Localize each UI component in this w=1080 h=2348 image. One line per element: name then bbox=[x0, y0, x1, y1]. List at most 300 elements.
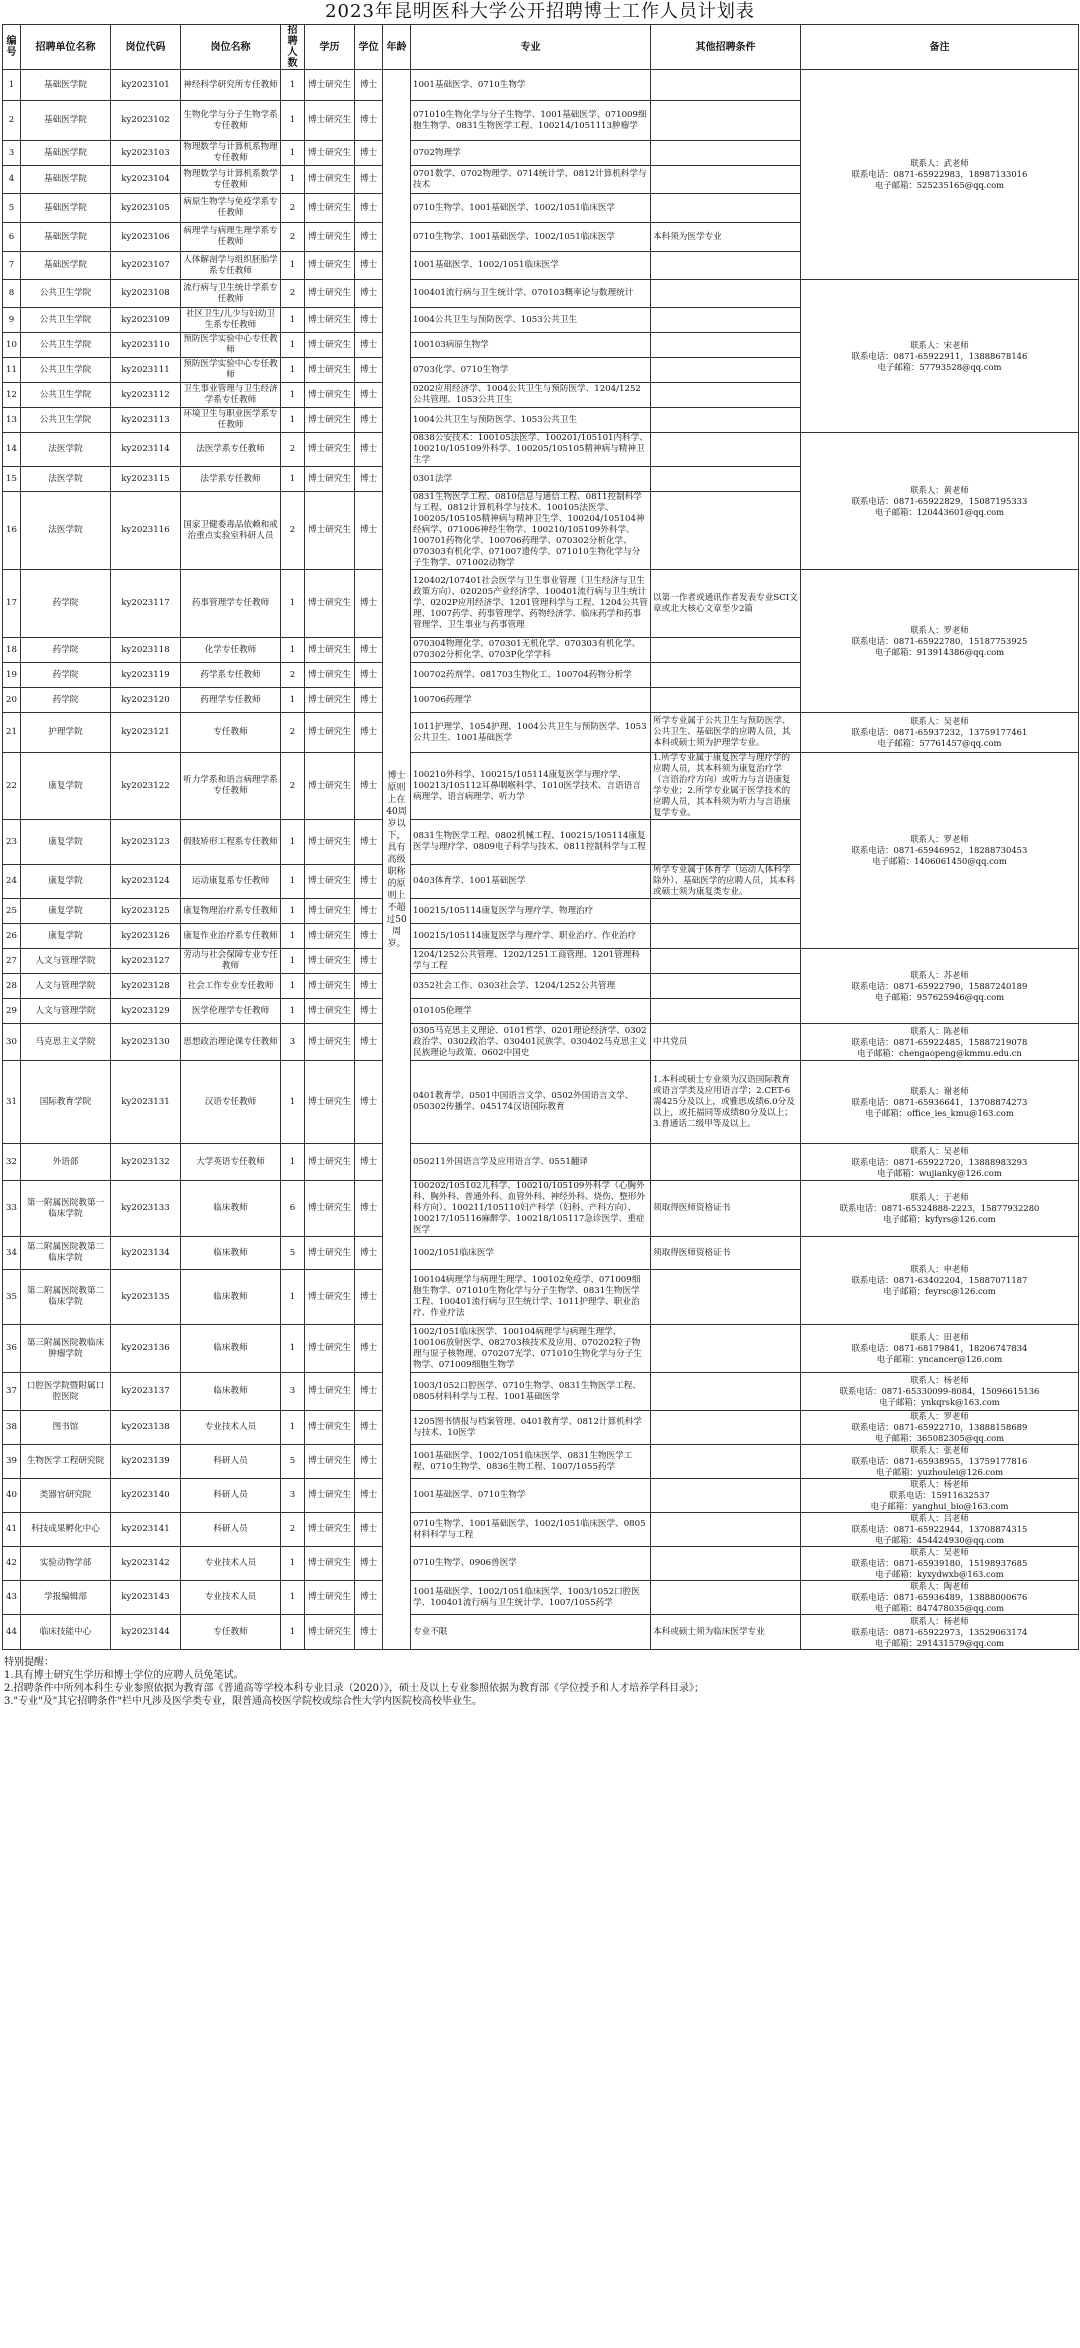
cell-post: 汉语专任教师 bbox=[181, 1061, 281, 1144]
cell-edu: 博士研究生 bbox=[305, 1237, 355, 1270]
cell-degree: 博士 bbox=[355, 252, 383, 280]
cell-no: 9 bbox=[3, 308, 21, 333]
cell-major: 010105伦理学 bbox=[411, 999, 651, 1024]
cell-num: 1 bbox=[281, 166, 305, 194]
cell-edu: 博士研究生 bbox=[305, 713, 355, 753]
cell-degree: 博士 bbox=[355, 1479, 383, 1513]
cell-edu: 博士研究生 bbox=[305, 999, 355, 1024]
contact-name: 联系人：杨老师 bbox=[910, 1615, 969, 1626]
cell-unit: 药学院 bbox=[21, 663, 111, 688]
header-edu: 学历 bbox=[305, 25, 355, 70]
cell-code: ky2023104 bbox=[111, 166, 181, 194]
cell-num: 1 bbox=[281, 467, 305, 492]
cell-code: ky2023126 bbox=[111, 924, 181, 949]
cell-no: 35 bbox=[3, 1270, 21, 1325]
cell-other bbox=[651, 101, 801, 141]
table-row bbox=[3, 1373, 1079, 1411]
cell-num: 1 bbox=[281, 1615, 305, 1650]
cell-post: 劳动与社会保障专业专任教师 bbox=[181, 949, 281, 974]
cell-other bbox=[651, 141, 801, 166]
cell-unit: 图书馆 bbox=[21, 1411, 111, 1445]
cell-other bbox=[651, 1445, 801, 1479]
cell-edu: 博士研究生 bbox=[305, 820, 355, 865]
cell-unit: 基础医学院 bbox=[21, 252, 111, 280]
cell-degree: 博士 bbox=[355, 1237, 383, 1270]
cell-contact bbox=[801, 1581, 1079, 1615]
cell-degree: 博士 bbox=[355, 383, 383, 408]
cell-other: 1.本科或硕士专业须为汉语国际教育或语言学类及应用语言学；2.CET-6需425分及以上，或雅思成绩6.0分及以上，或托福同等成绩80分及以上；3.普通话二级甲等及以上。 bbox=[651, 1061, 801, 1144]
cell-degree: 博士 bbox=[355, 688, 383, 713]
cell-other bbox=[651, 924, 801, 949]
cell-no: 33 bbox=[3, 1181, 21, 1237]
cell-major: 0831生物医学工程、0802机械工程、100215/105114康复医学与理疗学、0809电子科学与技术、0811控制科学与工程 bbox=[411, 820, 651, 865]
contact-phone: 联系电话：0871-63402204，15887071187 bbox=[851, 1275, 1028, 1285]
cell-unit: 第三附属医院教临床肿瘤学院 bbox=[21, 1325, 111, 1373]
cell-major: 0710生物学、1001基础医学、1002/1051临床医学 bbox=[411, 223, 651, 252]
cell-edu: 博士研究生 bbox=[305, 1479, 355, 1513]
contact-phone: 联系电话：0871-65939180，15198937685 bbox=[851, 1558, 1028, 1568]
cell-num: 1 bbox=[281, 141, 305, 166]
contact-email: 电子邮箱：957625946@qq.com bbox=[874, 991, 1005, 1002]
cell-post: 专任教师 bbox=[181, 1615, 281, 1650]
contact-name: 联系人：罗老师 bbox=[910, 1411, 969, 1421]
cell-post: 生物化学与分子生物学系专任教师 bbox=[181, 101, 281, 141]
cell-edu: 博士研究生 bbox=[305, 166, 355, 194]
cell-degree: 博士 bbox=[355, 1181, 383, 1237]
cell-no: 6 bbox=[3, 223, 21, 252]
cell-unit: 第二附属医院教第二临床学院 bbox=[21, 1237, 111, 1270]
contact-name: 联系人：杨老师 bbox=[910, 1375, 969, 1385]
cell-edu: 博士研究生 bbox=[305, 949, 355, 974]
cell-degree: 博士 bbox=[355, 1270, 383, 1325]
cell-no: 37 bbox=[3, 1373, 21, 1411]
header-remark: 备注 bbox=[801, 25, 1079, 70]
cell-degree: 博士 bbox=[355, 1144, 383, 1181]
cell-major: 120402/107401社会医学与卫生事业管理（卫生经济与卫生政策方向）、020205产业经济学、100401流行病与卫生统计学、0202P应用经济学、1201管理科学与工程、1204公共管理、1007药学、药事管理学、药物经济学、临床药学和药事管理学、卫生事业与药事管理 bbox=[411, 570, 651, 638]
cell-other bbox=[651, 1373, 801, 1411]
cell-no: 27 bbox=[3, 949, 21, 974]
cell-major: 1004公共卫生与预防医学、1053公共卫生 bbox=[411, 308, 651, 333]
cell-num: 1 bbox=[281, 408, 305, 433]
cell-other bbox=[651, 974, 801, 999]
contact-phone: 联系电话：0871-65922720，13888983293 bbox=[851, 1156, 1028, 1167]
cell-post: 康复物理治疗系专任教师 bbox=[181, 899, 281, 924]
cell-num: 1 bbox=[281, 1325, 305, 1373]
cell-degree: 博士 bbox=[355, 166, 383, 194]
note-2: 2.招聘条件中所列本科生专业参照依据为教育部《普通高等学校本科专业目录（2020）》，硕士及以上专业参照依据为教育部《学位授予和人才培养学科目录》； bbox=[4, 1683, 704, 1694]
cell-unit: 基础医学院 bbox=[21, 101, 111, 141]
cell-post: 药事管理学专任教师 bbox=[181, 570, 281, 638]
contact-name: 联系人：宋老师 bbox=[910, 339, 969, 350]
cell-no: 44 bbox=[3, 1615, 21, 1650]
cell-contact bbox=[801, 1513, 1079, 1547]
cell-no: 5 bbox=[3, 194, 21, 223]
cell-num: 2 bbox=[281, 223, 305, 252]
cell-contact bbox=[801, 1547, 1079, 1581]
cell-no: 25 bbox=[3, 899, 21, 924]
cell-edu: 博士研究生 bbox=[305, 924, 355, 949]
cell-code: ky2023139 bbox=[111, 1445, 181, 1479]
cell-major: 1001基础医学、1002/1051临床医学、1003/1052口腔医学、100401流行病与卫生统计学、1007/1055药学 bbox=[411, 1581, 651, 1615]
contact-phone: 联系电话：0871-65922710，13888158689 bbox=[851, 1422, 1028, 1432]
cell-other bbox=[651, 1144, 801, 1181]
cell-edu: 博士研究生 bbox=[305, 899, 355, 924]
cell-code: ky2023112 bbox=[111, 383, 181, 408]
cell-code: ky2023143 bbox=[111, 1581, 181, 1615]
contact-phone: 联系电话：0871-65937232，13759177461 bbox=[851, 727, 1028, 737]
cell-other bbox=[651, 1270, 801, 1325]
cell-num: 1 bbox=[281, 1547, 305, 1581]
cell-edu: 博士研究生 bbox=[305, 1411, 355, 1445]
cell-degree: 博士 bbox=[355, 1581, 383, 1615]
page-title: 2023年昆明医科大学公开招聘博士工作人员计划表 bbox=[325, 1, 755, 22]
cell-no: 13 bbox=[3, 408, 21, 433]
cell-edu: 博士研究生 bbox=[305, 408, 355, 433]
cell-post: 化学专任教师 bbox=[181, 638, 281, 663]
cell-other bbox=[651, 383, 801, 408]
cell-degree: 博士 bbox=[355, 899, 383, 924]
cell-major: 0305马克思主义理论、0101哲学、0201理论经济学、0302政治学、0302政治学、030401民族学、030402马克思主义民族理论与政策、0602中国史 bbox=[411, 1024, 651, 1061]
cell-code: ky2023130 bbox=[111, 1024, 181, 1061]
cell-edu: 博士研究生 bbox=[305, 467, 355, 492]
cell-contact bbox=[801, 1237, 1079, 1325]
cell-code: ky2023129 bbox=[111, 999, 181, 1024]
header-major: 专业 bbox=[411, 25, 651, 70]
contact-phone: 联系电话：0871-65922790，15887240189 bbox=[851, 980, 1028, 991]
cell-code: ky2023128 bbox=[111, 974, 181, 999]
cell-code: ky2023138 bbox=[111, 1411, 181, 1445]
cell-major: 100702药剂学、081703生物化工、100704药物分析学 bbox=[411, 663, 651, 688]
cell-degree: 博士 bbox=[355, 333, 383, 358]
contact-email: 电子邮箱：847478035@qq.com bbox=[874, 1603, 1005, 1613]
cell-num: 1 bbox=[281, 924, 305, 949]
cell-other bbox=[651, 492, 801, 570]
cell-edu: 博士研究生 bbox=[305, 1181, 355, 1237]
cell-unit: 临床技能中心 bbox=[21, 1615, 111, 1650]
cell-unit: 康复学院 bbox=[21, 865, 111, 899]
cell-num: 5 bbox=[281, 1445, 305, 1479]
cell-code: ky2023107 bbox=[111, 252, 181, 280]
cell-degree: 博士 bbox=[355, 1411, 383, 1445]
table-row bbox=[3, 433, 1079, 467]
cell-num: 1 bbox=[281, 865, 305, 899]
cell-degree: 博士 bbox=[355, 638, 383, 663]
cell-other: 本科或硕士须为临床医学专业 bbox=[651, 1615, 801, 1650]
cell-other bbox=[651, 1325, 801, 1373]
cell-no: 23 bbox=[3, 820, 21, 865]
cell-edu: 博士研究生 bbox=[305, 358, 355, 383]
cell-other bbox=[651, 949, 801, 974]
cell-num: 1 bbox=[281, 999, 305, 1024]
cell-degree: 博士 bbox=[355, 1024, 383, 1061]
cell-post: 环境卫生与职业医学系专任教师 bbox=[181, 408, 281, 433]
cell-major: 0401教育学、0501中国语言文学、0502外国语言文学、050302传播学、045174汉语国际教育 bbox=[411, 1061, 651, 1144]
cell-code: ky2023102 bbox=[111, 101, 181, 141]
cell-no: 18 bbox=[3, 638, 21, 663]
cell-other bbox=[651, 899, 801, 924]
cell-other bbox=[651, 820, 801, 865]
cell-edu: 博士研究生 bbox=[305, 1615, 355, 1650]
cell-num: 1 bbox=[281, 974, 305, 999]
special-notes bbox=[4, 1656, 1080, 1708]
cell-code: ky2023134 bbox=[111, 1237, 181, 1270]
cell-contact bbox=[801, 1445, 1079, 1479]
cell-no: 40 bbox=[3, 1479, 21, 1513]
contact-email: 电子邮箱：yanghui_bio@163.com bbox=[870, 1501, 1009, 1511]
cell-num: 1 bbox=[281, 1144, 305, 1181]
cell-major: 1002/1051临床医学 bbox=[411, 1237, 651, 1270]
cell-no: 16 bbox=[3, 492, 21, 570]
cell-degree: 博士 bbox=[355, 433, 383, 467]
cell-unit: 外语部 bbox=[21, 1144, 111, 1181]
table-header-row bbox=[3, 25, 1079, 70]
table-row bbox=[3, 713, 1079, 753]
cell-code: ky2023124 bbox=[111, 865, 181, 899]
contact-name: 联系人：罗老师 bbox=[910, 834, 969, 844]
cell-age: 博士原则上在40周岁以下，具有高级职称的原则上不超过50周岁。 bbox=[383, 70, 411, 1650]
cell-post: 临床教师 bbox=[181, 1270, 281, 1325]
cell-major: 0838公安技术：100105法医学、100201/105101内科学、100210/105109外科学、100205/105105精神病与精神卫生学 bbox=[411, 433, 651, 467]
cell-code: ky2023132 bbox=[111, 1144, 181, 1181]
cell-num: 1 bbox=[281, 358, 305, 383]
cell-other bbox=[651, 358, 801, 383]
cell-num: 2 bbox=[281, 194, 305, 223]
contact-email: 电子邮箱：feyrsc@126.com bbox=[883, 1286, 996, 1296]
cell-unit: 康复学院 bbox=[21, 753, 111, 820]
contact-email: 电子邮箱：kyfyrs@126.com bbox=[883, 1214, 996, 1224]
cell-num: 2 bbox=[281, 753, 305, 820]
cell-code: ky2023114 bbox=[111, 433, 181, 467]
cell-edu: 博士研究生 bbox=[305, 1581, 355, 1615]
cell-post: 物理数学与计算机系数学专任教师 bbox=[181, 166, 281, 194]
cell-post: 社区卫生/儿少与妇幼卫生系专任教师 bbox=[181, 308, 281, 333]
cell-degree: 博士 bbox=[355, 570, 383, 638]
cell-unit: 公共卫生学院 bbox=[21, 308, 111, 333]
cell-contact bbox=[801, 713, 1079, 753]
cell-major: 100401流行病与卫生统计学、070103概率论与数理统计 bbox=[411, 280, 651, 308]
cell-unit: 人文与管理学院 bbox=[21, 974, 111, 999]
cell-no: 15 bbox=[3, 467, 21, 492]
cell-other: 须取得医师资格证书 bbox=[651, 1237, 801, 1270]
cell-degree: 博士 bbox=[355, 70, 383, 101]
cell-post: 社会工作专业专任教师 bbox=[181, 974, 281, 999]
cell-code: ky2023131 bbox=[111, 1061, 181, 1144]
cell-post: 药学系专任教师 bbox=[181, 663, 281, 688]
cell-num: 1 bbox=[281, 899, 305, 924]
cell-post: 法学系专任教师 bbox=[181, 467, 281, 492]
contact-email: 电子邮箱：1406061450@qq.com bbox=[872, 856, 1007, 866]
header-post: 岗位名称 bbox=[181, 25, 281, 70]
cell-degree: 博士 bbox=[355, 1373, 383, 1411]
cell-post: 科研人员 bbox=[181, 1513, 281, 1547]
cell-post: 法医学系专任教师 bbox=[181, 433, 281, 467]
cell-degree: 博士 bbox=[355, 1325, 383, 1373]
contact-phone: 联系电话：0871-65922780，15187753925 bbox=[851, 635, 1028, 646]
cell-code: ky2023135 bbox=[111, 1270, 181, 1325]
cell-unit: 药学院 bbox=[21, 638, 111, 663]
cell-edu: 博士研究生 bbox=[305, 865, 355, 899]
contact-name: 联系人：黄老师 bbox=[910, 484, 969, 495]
cell-major: 1204/1252公共管理、1202/1251工商管理、1201管理科学与工程 bbox=[411, 949, 651, 974]
header-degree: 学位 bbox=[355, 25, 383, 70]
cell-edu: 博士研究生 bbox=[305, 663, 355, 688]
contact-phone: 联系电话：0871-65330099-8084，15096615136 bbox=[839, 1386, 1040, 1396]
cell-edu: 博士研究生 bbox=[305, 70, 355, 101]
cell-code: ky2023133 bbox=[111, 1181, 181, 1237]
cell-unit: 护理学院 bbox=[21, 713, 111, 753]
cell-contact bbox=[801, 1061, 1079, 1144]
cell-num: 2 bbox=[281, 492, 305, 570]
cell-no: 22 bbox=[3, 753, 21, 820]
cell-degree: 博士 bbox=[355, 865, 383, 899]
cell-edu: 博士研究生 bbox=[305, 280, 355, 308]
contact-email: 电子邮箱：365082305@qq.com bbox=[874, 1433, 1005, 1443]
cell-degree: 博士 bbox=[355, 223, 383, 252]
cell-num: 6 bbox=[281, 1181, 305, 1237]
cell-unit: 法医学院 bbox=[21, 467, 111, 492]
cell-unit: 人文与管理学院 bbox=[21, 949, 111, 974]
cell-code: ky2023120 bbox=[111, 688, 181, 713]
cell-no: 7 bbox=[3, 252, 21, 280]
cell-major: 100215/105114康复医学与理疗学、物理治疗 bbox=[411, 899, 651, 924]
cell-major: 100706药理学 bbox=[411, 688, 651, 713]
cell-major: 1002/1051临床医学、100104病理学与病理生理学、100106放射医学、082703核技术及应用、070202粒子物理与原子核物理、070207光学、071010生物化学与分子生物学、071009细胞生物学 bbox=[411, 1325, 651, 1373]
cell-num: 1 bbox=[281, 383, 305, 408]
cell-major: 0403体育学、1001基础医学 bbox=[411, 865, 651, 899]
cell-unit: 马克思主义学院 bbox=[21, 1024, 111, 1061]
cell-no: 24 bbox=[3, 865, 21, 899]
cell-edu: 博士研究生 bbox=[305, 1445, 355, 1479]
cell-no: 28 bbox=[3, 974, 21, 999]
note-3: 3."专业"及"其它招聘条件"栏中凡涉及医学类专业，限普通高校医学院校或综合性大学内医院校高校毕业生。 bbox=[4, 1696, 482, 1707]
cell-post: 假肢矫形工程系专任教师 bbox=[181, 820, 281, 865]
cell-code: ky2023137 bbox=[111, 1373, 181, 1411]
cell-post: 神经科学研究所专任教师 bbox=[181, 70, 281, 101]
cell-degree: 博士 bbox=[355, 974, 383, 999]
contact-email: 电子邮箱：yuzhoulei@126.com bbox=[875, 1467, 1004, 1477]
cell-edu: 博士研究生 bbox=[305, 308, 355, 333]
cell-no: 39 bbox=[3, 1445, 21, 1479]
cell-post: 医学伦理学专任教师 bbox=[181, 999, 281, 1024]
cell-unit: 公共卫生学院 bbox=[21, 408, 111, 433]
cell-unit: 公共卫生学院 bbox=[21, 383, 111, 408]
table-row bbox=[3, 1479, 1079, 1513]
cell-num: 1 bbox=[281, 638, 305, 663]
table-row bbox=[3, 1445, 1079, 1479]
cell-num: 5 bbox=[281, 1237, 305, 1270]
cell-major: 0701数学、0702物理学、0714统计学、0812计算机科学与技术 bbox=[411, 166, 651, 194]
cell-other: 须取得医师资格证书 bbox=[651, 1181, 801, 1237]
cell-edu: 博士研究生 bbox=[305, 492, 355, 570]
cell-degree: 博士 bbox=[355, 408, 383, 433]
header-code: 岗位代码 bbox=[111, 25, 181, 70]
cell-no: 4 bbox=[3, 166, 21, 194]
contact-phone: 联系电话：0871-65946952，18288730453 bbox=[851, 845, 1028, 855]
contact-email: 电子邮箱：wujianky@126.com bbox=[877, 1167, 1002, 1178]
cell-num: 1 bbox=[281, 1061, 305, 1144]
table-row bbox=[3, 1181, 1079, 1237]
cell-degree: 博士 bbox=[355, 713, 383, 753]
cell-post: 专业技术人员 bbox=[181, 1411, 281, 1445]
cell-no: 38 bbox=[3, 1411, 21, 1445]
cell-code: ky2023111 bbox=[111, 358, 181, 383]
cell-degree: 博士 bbox=[355, 1445, 383, 1479]
contact-email: 电子邮箱：57793528@qq.com bbox=[877, 361, 1002, 372]
cell-code: ky2023125 bbox=[111, 899, 181, 924]
cell-edu: 博士研究生 bbox=[305, 383, 355, 408]
cell-no: 11 bbox=[3, 358, 21, 383]
cell-edu: 博士研究生 bbox=[305, 974, 355, 999]
cell-contact bbox=[801, 70, 1079, 280]
table-row bbox=[3, 1325, 1079, 1373]
contact-email: 电子邮箱：913914386@qq.com bbox=[874, 646, 1005, 657]
cell-num: 3 bbox=[281, 1024, 305, 1061]
cell-no: 29 bbox=[3, 999, 21, 1024]
cell-other: 所学专业属于体育学（运动人体科学除外）、基础医学的应聘人员，其本科或硕士须为康复类专业。 bbox=[651, 865, 801, 899]
cell-code: ky2023140 bbox=[111, 1479, 181, 1513]
cell-post: 大学英语专任教师 bbox=[181, 1144, 281, 1181]
cell-num: 1 bbox=[281, 252, 305, 280]
contact-phone: 联系电话：0871-68179841，18206747834 bbox=[851, 1343, 1028, 1353]
cell-no: 21 bbox=[3, 713, 21, 753]
cell-unit: 实验动物学部 bbox=[21, 1547, 111, 1581]
cell-post: 听力学系和语言病理学系专任教师 bbox=[181, 753, 281, 820]
cell-major: 0202应用经济学、1004公共卫生与预防医学、1204/1252公共管理、1053公共卫生 bbox=[411, 383, 651, 408]
contact-name: 联系人：田老师 bbox=[910, 1332, 969, 1342]
cell-degree: 博士 bbox=[355, 141, 383, 166]
cell-unit: 康复学院 bbox=[21, 899, 111, 924]
table-body bbox=[3, 70, 1079, 1650]
cell-edu: 博士研究生 bbox=[305, 1024, 355, 1061]
table-row bbox=[3, 1547, 1079, 1581]
cell-post: 临床教师 bbox=[181, 1325, 281, 1373]
cell-unit: 口腔医学院暨附属口腔医院 bbox=[21, 1373, 111, 1411]
cell-other bbox=[651, 408, 801, 433]
cell-major: 0352社会工作、0303社会学、1204/1252公共管理 bbox=[411, 974, 651, 999]
cell-other bbox=[651, 999, 801, 1024]
contact-name: 联系人：谢老师 bbox=[910, 1085, 969, 1096]
cell-unit: 第一附属医院教第一临床学院 bbox=[21, 1181, 111, 1237]
cell-major: 050211外国语言学及应用语言学、0551翻译 bbox=[411, 1144, 651, 1181]
cell-post: 临床教师 bbox=[181, 1373, 281, 1411]
header-no: 编号 bbox=[3, 25, 21, 70]
cell-code: ky2023105 bbox=[111, 194, 181, 223]
cell-major: 100104病理学与病理生理学、100102免疫学、071009细胞生物学、071010生物化学与分子生物学、0831生物医学工程、100401流行病与卫生统计学、1011护理学、职业治疗、作业疗法 bbox=[411, 1270, 651, 1325]
cell-other bbox=[651, 467, 801, 492]
cell-code: ky2023118 bbox=[111, 638, 181, 663]
cell-edu: 博士研究生 bbox=[305, 223, 355, 252]
cell-unit: 公共卫生学院 bbox=[21, 280, 111, 308]
cell-contact bbox=[801, 949, 1079, 1024]
cell-edu: 博士研究生 bbox=[305, 688, 355, 713]
cell-edu: 博士研究生 bbox=[305, 433, 355, 467]
table-row bbox=[3, 1615, 1079, 1650]
cell-code: ky2023101 bbox=[111, 70, 181, 101]
contact-phone: 联系电话：0871-65922829，15087195333 bbox=[851, 495, 1028, 506]
table-row bbox=[3, 1513, 1079, 1547]
cell-unit: 生物医学工程研究院 bbox=[21, 1445, 111, 1479]
cell-unit: 基础医学院 bbox=[21, 166, 111, 194]
contact-name: 联系人：吴老师 bbox=[910, 716, 969, 726]
cell-post: 专业技术人员 bbox=[181, 1581, 281, 1615]
cell-unit: 科技成果孵化中心 bbox=[21, 1513, 111, 1547]
contact-email: 电子邮箱：chengaopeng@kmmu.edu.cn bbox=[857, 1047, 1022, 1058]
contact-name: 联系人：陶老师 bbox=[910, 1581, 969, 1591]
cell-other: 1.所学专业属于康复医学与理疗学的应聘人员，其本科须为康复治疗学（言语治疗方向）或听力与言语康复学专业；2.所学专业属于医学技术的应聘人员，其本科须为听力与言语康复学专业。 bbox=[651, 753, 801, 820]
cell-code: ky2023123 bbox=[111, 820, 181, 865]
header-unit: 招聘单位名称 bbox=[21, 25, 111, 70]
contact-email: 电子邮箱：kyxydwxb@163.com bbox=[875, 1569, 1004, 1579]
